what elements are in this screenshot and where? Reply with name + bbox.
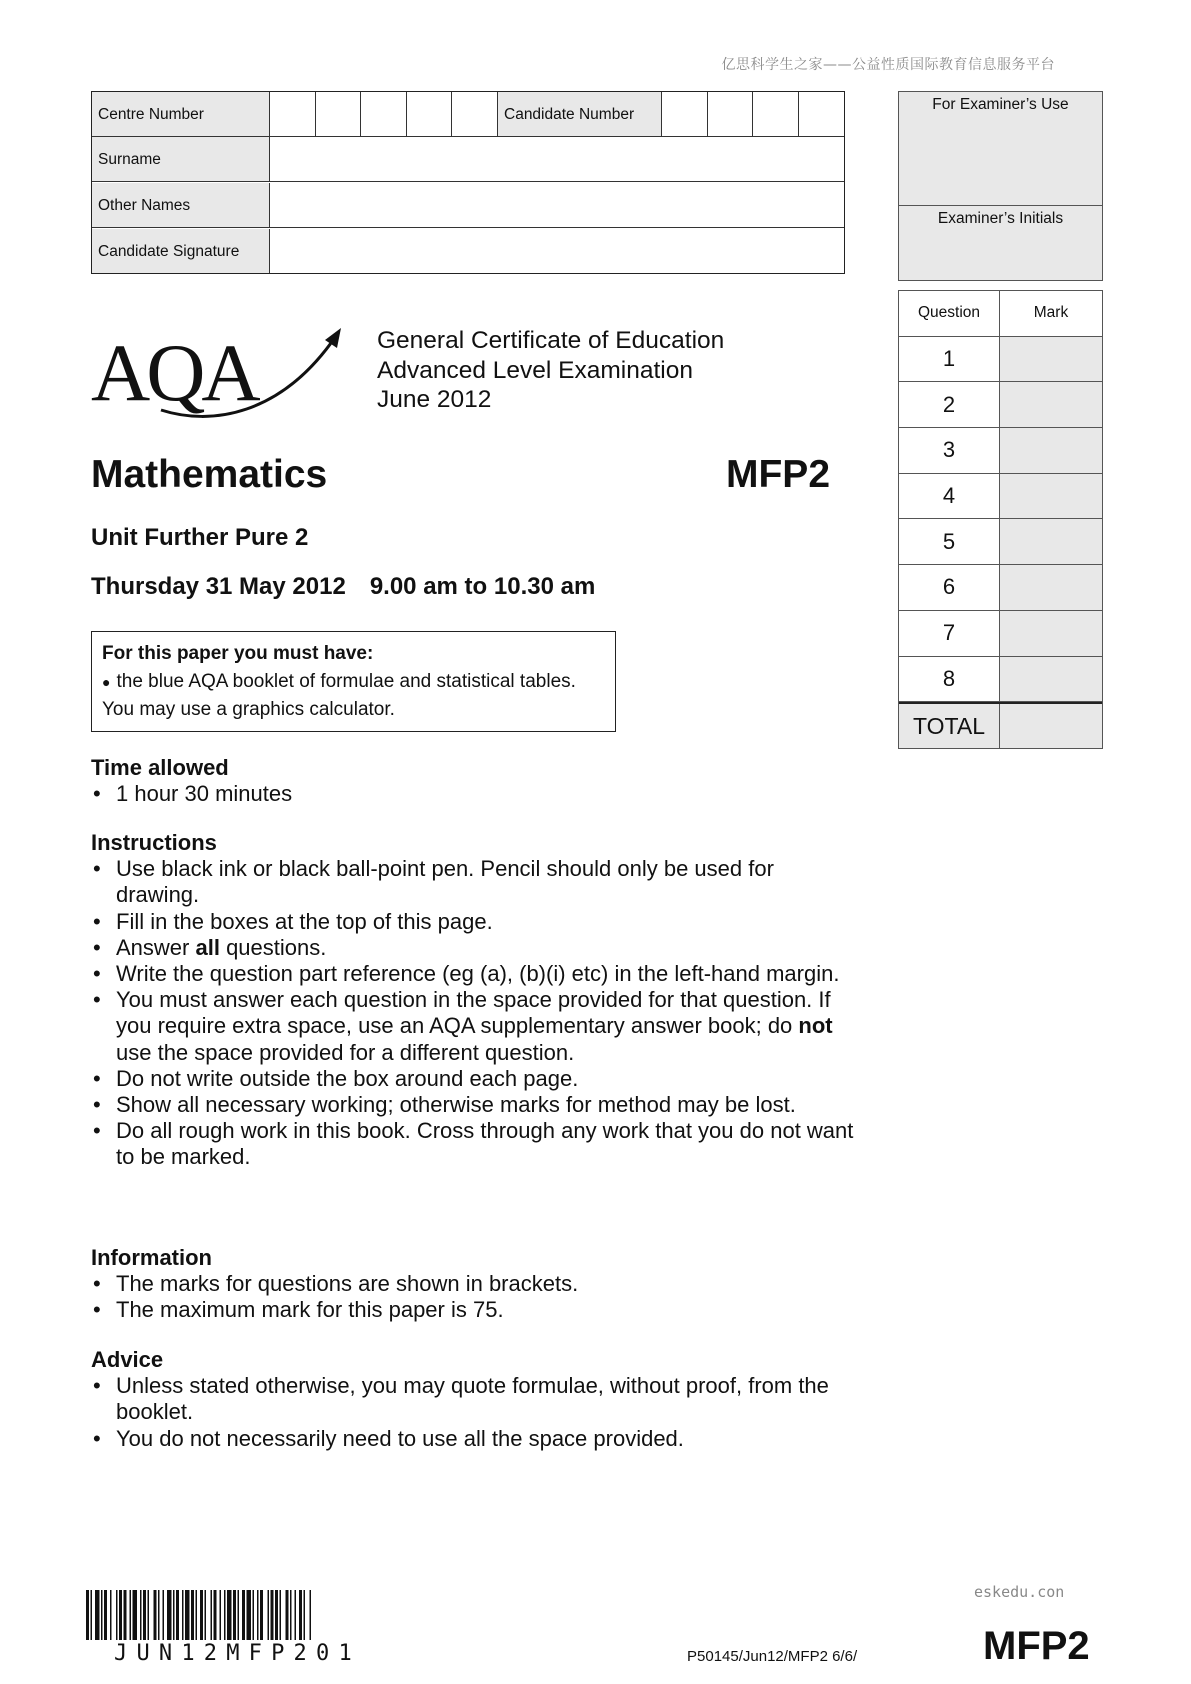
marks-table-row: [899, 382, 1102, 428]
mark-cell[interactable]: [1000, 519, 1102, 564]
barcode-bar: [167, 1590, 172, 1640]
barcode-bar: [86, 1590, 89, 1640]
barcode-bar: [242, 1590, 245, 1640]
barcode-bar: [238, 1590, 240, 1640]
barcode-bar: [143, 1590, 146, 1640]
marks-table-row: [899, 519, 1102, 565]
barcode-bar: [110, 1590, 112, 1640]
signature-row[interactable]: [92, 229, 844, 273]
question-number: 7: [899, 611, 1000, 656]
mark-cell[interactable]: [1000, 657, 1102, 702]
candidate-number-label: Candidate Number: [498, 92, 662, 136]
list-item: [91, 987, 861, 1066]
qualification-line-2: Advanced Level Examination: [377, 356, 693, 384]
exam-date: Thursday 31 May 2012: [91, 573, 346, 600]
section-heading: Time allowed: [91, 755, 229, 780]
list-item: • The maximum mark for this paper is 75.: [91, 1297, 861, 1323]
website-watermark: eskedu.con: [974, 1583, 1065, 1601]
barcode-bar: [154, 1590, 157, 1640]
barcode-bar: [211, 1590, 213, 1640]
qualification-line-1: General Certificate of Education: [377, 327, 725, 354]
unit-title: Unit Further Pure 2: [91, 524, 309, 551]
aqa-logo: [91, 328, 346, 428]
mark-cell[interactable]: [1000, 382, 1102, 427]
mark-cell[interactable]: [1000, 428, 1102, 473]
question-number: 6: [899, 565, 1000, 610]
subject-title: Mathematics: [91, 453, 328, 496]
list-item: • Do all rough work in this book. Cross through any work that you do not want to be marked.: [91, 1118, 861, 1170]
barcode-bar: [182, 1590, 184, 1640]
exam-date-time: [91, 573, 595, 601]
barcode-bar: [191, 1590, 194, 1640]
question-header: Question: [899, 291, 1000, 336]
for-examiners-use-label: For Examiner’s Use: [898, 91, 1103, 206]
other-names-row[interactable]: [92, 183, 844, 228]
candidate-number-cell[interactable]: [662, 92, 708, 136]
section-heading: Instructions: [91, 830, 217, 855]
barcode-bar: [247, 1590, 252, 1640]
barcode-bar: [286, 1590, 289, 1640]
qualification-line-3: June 2012: [377, 386, 492, 413]
barcode-bar: [119, 1590, 122, 1640]
barcode-bar: [227, 1590, 232, 1640]
barcode-bar: [185, 1590, 190, 1640]
barcode-bar: [299, 1590, 302, 1640]
barcode-bar: [130, 1590, 132, 1640]
question-number: 3: [899, 428, 1000, 473]
list-item: • The marks for questions are shown in brackets.: [91, 1271, 861, 1297]
section-heading: Advice: [91, 1347, 164, 1372]
question-number: 4: [899, 474, 1000, 519]
examiners-initials-label: Examiner’s Initials: [898, 206, 1103, 281]
barcode-bar: [200, 1590, 203, 1640]
barcode-bar: [148, 1590, 150, 1640]
list-item-text: questions.: [219, 934, 327, 960]
list-item: [91, 935, 861, 961]
centre-candidate-row: [92, 92, 844, 137]
list-item: • Unless stated otherwise, you may quote formulae, without proof, from the booklet.: [91, 1373, 861, 1425]
barcode-bar: [295, 1590, 297, 1640]
total-label: TOTAL: [899, 704, 1000, 748]
list-item: • 1 hour 30 minutes: [91, 781, 861, 807]
must-have-note: You may use a graphics calculator.: [102, 699, 395, 720]
marks-table: [898, 290, 1103, 749]
barcode-bar: [275, 1590, 278, 1640]
list-item: • You do not necessarily need to use all the space provided.: [91, 1426, 861, 1452]
list-item-text: Answer: [116, 934, 196, 960]
instructions-section: [91, 830, 861, 1171]
centre-number-cell[interactable]: [361, 92, 407, 136]
surname-label: Surname: [92, 137, 270, 181]
watermark-text: 亿思科学生之家——公益性质国际教育信息服务平台: [721, 57, 1055, 73]
barcode-bar: [290, 1590, 292, 1640]
barcode-bar: [163, 1590, 165, 1640]
barcode-bar: [133, 1590, 138, 1640]
barcode-bar: [280, 1590, 282, 1640]
footer-paper-code: MFP2: [983, 1624, 1090, 1668]
centre-number-label: Centre Number: [92, 92, 270, 136]
aqa-logo-text: AQA: [91, 328, 257, 418]
candidate-number-cell[interactable]: [799, 92, 845, 136]
centre-number-cells: [270, 92, 498, 136]
paper-code: MFP2: [726, 453, 831, 496]
surname-row[interactable]: [92, 137, 844, 182]
barcode-bar: [140, 1590, 142, 1640]
centre-number-cell[interactable]: [452, 92, 498, 136]
marks-table-total-row: [899, 702, 1102, 748]
paper-reference: P50145/Jun12/MFP2 6/6/: [687, 1648, 858, 1665]
list-item-text: use the space provided for a different question.: [116, 1039, 575, 1065]
logo-arrowhead: [325, 328, 341, 348]
section-heading: Information: [91, 1245, 212, 1270]
barcode-bar: [176, 1590, 179, 1640]
list-item-emphasis: not: [798, 1013, 833, 1039]
must-have-item: [102, 668, 605, 696]
question-number: 1: [899, 337, 1000, 382]
barcode-bar: [116, 1590, 118, 1640]
mark-header: Mark: [1000, 291, 1102, 336]
question-number: 5: [899, 519, 1000, 564]
candidate-signature-label: Candidate Signature: [92, 229, 270, 273]
barcode-bar: [257, 1590, 259, 1640]
barcode-bar: [268, 1590, 270, 1640]
barcode-bar: [310, 1590, 312, 1640]
exam-time: 9.00 am to 10.30 am: [369, 573, 596, 600]
barcode-bar: [205, 1590, 207, 1640]
barcode-bar: [104, 1590, 107, 1640]
barcode-bar: [233, 1590, 236, 1640]
time-allowed-section: [91, 755, 861, 807]
barcode-bar: [158, 1590, 160, 1640]
mark-cell[interactable]: [1000, 611, 1102, 656]
marks-table-header: [899, 291, 1102, 337]
barcode-bar: [95, 1590, 100, 1640]
marks-table-row: [899, 611, 1102, 657]
candidate-number-cell[interactable]: [708, 92, 754, 136]
mark-cell[interactable]: [1000, 337, 1102, 382]
must-have-item-text: the blue AQA booklet of formulae and statistical tables.: [116, 671, 576, 692]
centre-number-cell[interactable]: [407, 92, 453, 136]
barcode-bar: [101, 1590, 103, 1640]
candidate-number-cells: [662, 92, 844, 136]
candidate-details-box: [91, 91, 845, 274]
examiner-box: [898, 91, 1103, 749]
barcode-bar: [220, 1590, 222, 1640]
must-have-box: [91, 631, 616, 732]
list-item: • Write the question part reference (eg (a), (b)(i) etc) in the left-hand margin.: [91, 961, 861, 987]
marks-table-row: [899, 428, 1102, 474]
barcode-bar: [304, 1590, 306, 1640]
list-item-emphasis: all: [195, 934, 220, 960]
information-section: [91, 1245, 861, 1324]
mark-cell[interactable]: [1000, 474, 1102, 519]
barcode-bar: [271, 1590, 274, 1640]
barcode-bar: [91, 1590, 93, 1640]
barcode-bar: [173, 1590, 175, 1640]
barcode-bar: [253, 1590, 255, 1640]
marks-table-row: [899, 337, 1102, 383]
other-names-label: Other Names: [92, 183, 270, 227]
barcode-bar: [260, 1590, 263, 1640]
centre-number-cell[interactable]: [270, 92, 316, 136]
list-item: • Do not write outside the box around each page.: [91, 1066, 861, 1092]
list-item: • Fill in the boxes at the top of this page.: [91, 909, 861, 935]
barcode-bar: [196, 1590, 198, 1640]
marks-table-row: [899, 474, 1102, 520]
total-mark-cell[interactable]: [1000, 704, 1102, 748]
barcode-bar: [124, 1590, 127, 1640]
list-item-text: You must answer each question in the space provided for that question. If you require extra space, use an AQA supplementary answer book; do: [116, 987, 831, 1039]
must-have-title: For this paper you must have:: [102, 643, 374, 664]
barcode-bar: [224, 1590, 226, 1640]
question-number: 2: [899, 382, 1000, 427]
candidate-number-cell[interactable]: [753, 92, 799, 136]
barcode-text: JUN12MFP201: [114, 1641, 361, 1666]
qualification-header: [377, 326, 724, 415]
advice-section: [91, 1347, 861, 1452]
question-number: 8: [899, 657, 1000, 702]
marks-table-row: [899, 565, 1102, 611]
bullet-icon: ●: [102, 674, 111, 690]
marks-table-row: [899, 657, 1102, 703]
barcode: [86, 1590, 438, 1640]
mark-cell[interactable]: [1000, 565, 1102, 610]
list-item: • Show all necessary working; otherwise marks for method may be lost.: [91, 1092, 861, 1118]
list-item: • Use black ink or black ball-point pen. Pencil should only be used for drawing.: [91, 856, 861, 908]
centre-number-cell[interactable]: [316, 92, 362, 136]
barcode-bar: [214, 1590, 217, 1640]
